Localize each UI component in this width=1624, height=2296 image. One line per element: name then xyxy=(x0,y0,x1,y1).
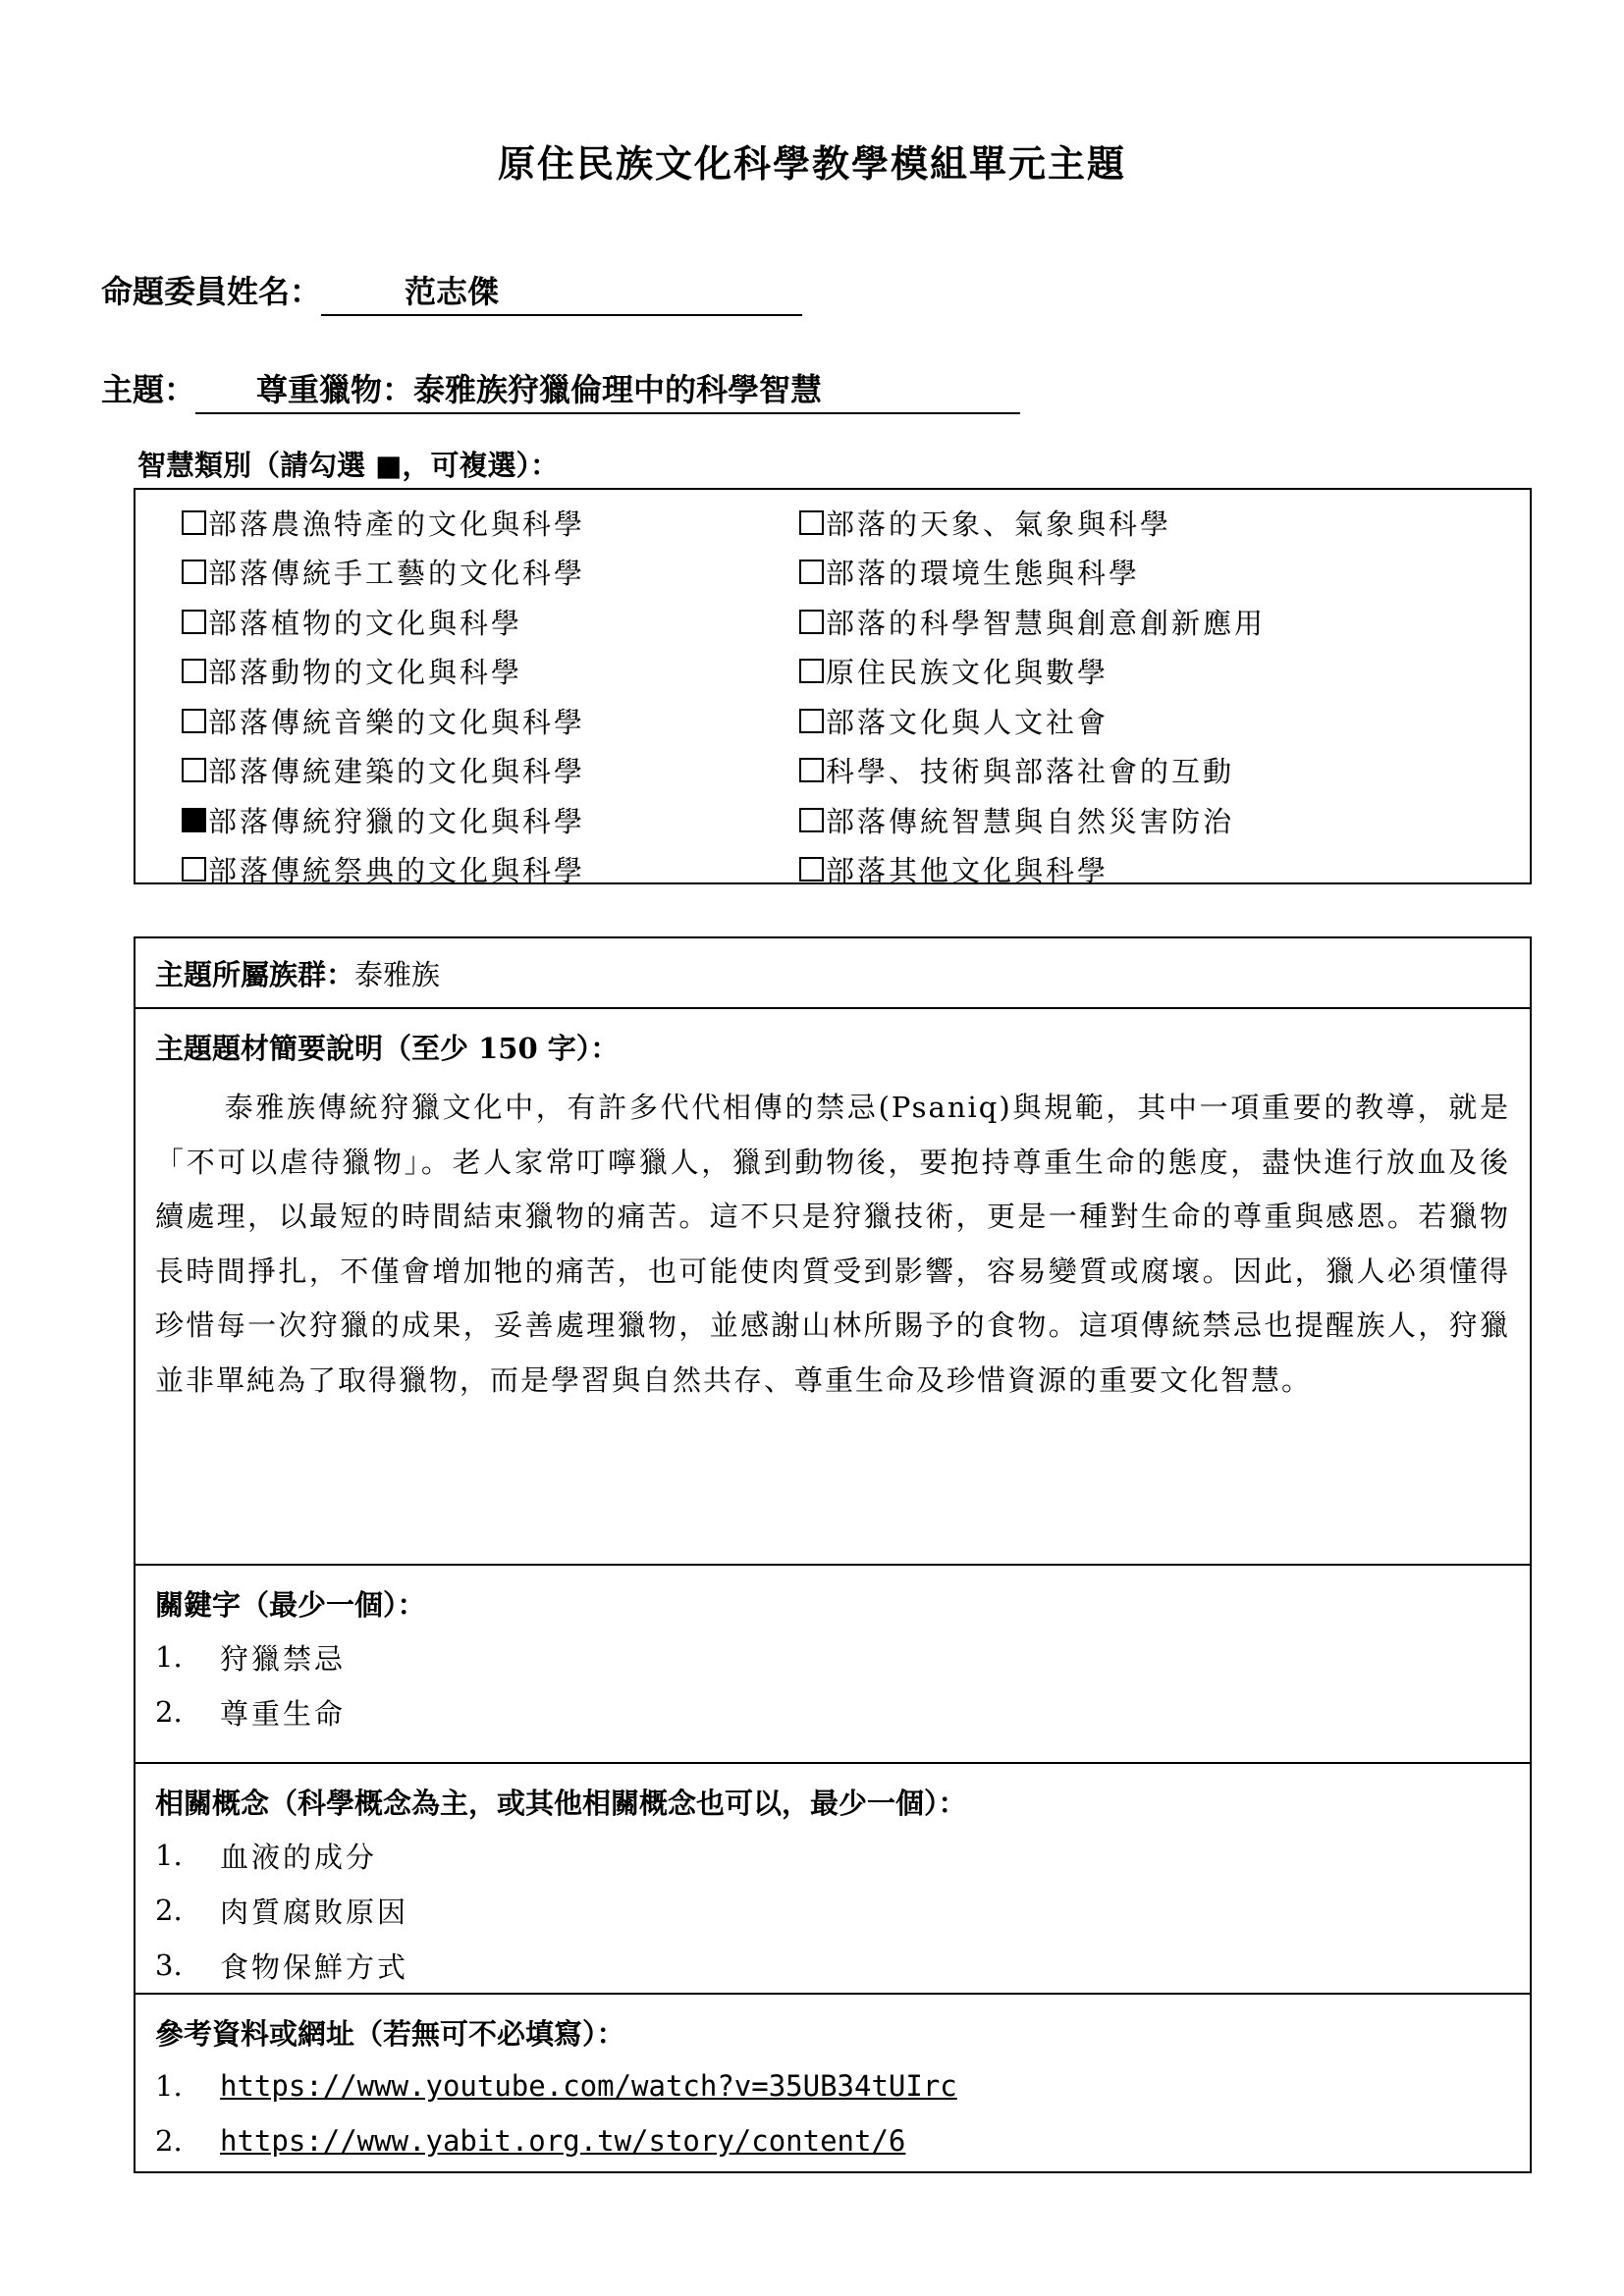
category-label: 部落文化與人文社會 xyxy=(826,705,1110,739)
category-item[interactable] xyxy=(799,795,1266,845)
category-item[interactable] xyxy=(182,746,585,796)
unchecked-checkbox[interactable] xyxy=(799,758,824,782)
category-item[interactable] xyxy=(182,548,585,598)
category-column-left xyxy=(182,498,585,894)
list-item-text: 血液的成分 xyxy=(220,1840,378,1874)
category-label: 部落植物的文化與科學 xyxy=(208,606,523,640)
category-label: 部落農漁特產的文化與科學 xyxy=(208,507,586,541)
list-item-text: 肉質腐敗原因 xyxy=(220,1895,409,1929)
committee-label: 命題委員姓名： xyxy=(101,273,322,310)
list-item xyxy=(155,1828,1510,1883)
unchecked-checkbox[interactable] xyxy=(799,610,824,634)
unchecked-checkbox[interactable] xyxy=(799,560,824,584)
references-list xyxy=(155,2058,1510,2168)
unchecked-checkbox[interactable] xyxy=(182,709,206,733)
category-item[interactable] xyxy=(182,597,585,647)
list-item xyxy=(155,1629,1510,1684)
category-column-right xyxy=(799,498,1266,894)
category-label: 部落傳統手工藝的文化科學 xyxy=(208,557,586,591)
unchecked-checkbox[interactable] xyxy=(182,510,206,535)
unchecked-checkbox[interactable] xyxy=(182,857,206,881)
category-label: 原住民族文化與數學 xyxy=(826,656,1110,690)
keywords-list xyxy=(155,1629,1510,1739)
concepts-row xyxy=(135,1763,1531,1994)
category-item[interactable] xyxy=(799,647,1266,697)
list-item-text: 狩獵禁忌 xyxy=(220,1641,347,1676)
category-label: 科學、技術與部落社會的互動 xyxy=(826,755,1235,789)
list-item xyxy=(155,1938,1510,1993)
ethnic-group-row xyxy=(135,937,1531,1008)
summary-text-block[interactable] xyxy=(155,1081,1510,1408)
page-title: 原住民族文化科學教學模組單元主題 xyxy=(497,141,1126,186)
category-label: 部落傳統建築的文化與科學 xyxy=(208,755,586,789)
category-label: 部落傳統智慧與自然災害防治 xyxy=(826,804,1235,838)
list-item xyxy=(155,2113,1510,2168)
list-item-number: 2. xyxy=(155,2124,183,2158)
keywords-label: 關鍵字（最少一個）： xyxy=(155,1588,426,1622)
category-item[interactable] xyxy=(799,548,1266,598)
category-label: 部落的天象、氣象與科學 xyxy=(826,507,1172,541)
category-item[interactable] xyxy=(799,498,1266,548)
unchecked-checkbox[interactable] xyxy=(799,659,824,683)
unchecked-checkbox[interactable] xyxy=(799,510,824,535)
wisdom-category-box xyxy=(134,488,1532,888)
keywords-row xyxy=(135,1565,1531,1763)
summary-text: 泰雅族傳統狩獵文化中，有許多代代相傳的禁忌(Psaniq)與規範，其中一項重要的教導，就是「不可以虐待獵物」。老人家常叮嚀獵人，獵到動物後，要抱持尊重生命的態度，盡快進行放血及後續處理，以最短的時間結束獵物的痛苦。這不只是狩獵技術，更是一種對生命的尊重與感恩。若獵物長時間掙扎，不僅會增加牠的痛苦，也可能使肉質受到影響，容易變質或腐壞。因此，獵人必須懂得珍惜每一次狩獵的成果，妥善處理獵物，並感謝山林所賜予的食物。這項傳統禁忌也提醒族人，狩獵並非單純為了取得獵物，而是學習與自然共存、尊重生命及珍惜資源的重要文化智慧。 xyxy=(155,1091,1510,1397)
concepts-label: 相關概念（科學概念為主，或其他相關概念也可以，最少一個）： xyxy=(155,1787,967,1820)
list-item-number: 1. xyxy=(155,1640,183,1674)
list-item-number: 2. xyxy=(155,1695,183,1729)
category-item[interactable] xyxy=(799,845,1266,895)
list-item xyxy=(155,1684,1510,1739)
unchecked-checkbox[interactable] xyxy=(799,709,824,733)
category-label: 部落動物的文化與科學 xyxy=(208,656,523,690)
category-label: 部落的科學智慧與創意創新應用 xyxy=(826,606,1267,640)
list-item-number: 2. xyxy=(155,1894,183,1927)
summary-row xyxy=(135,1008,1531,1565)
unchecked-checkbox[interactable] xyxy=(799,808,824,832)
category-item[interactable] xyxy=(182,795,585,845)
unchecked-checkbox[interactable] xyxy=(182,560,206,584)
category-item[interactable] xyxy=(799,597,1266,647)
summary-label: 主題題材簡要說明（至少 150 字）： xyxy=(155,1032,620,1065)
ethnic-group-value[interactable]: 泰雅族 xyxy=(354,957,441,991)
list-item-number: 3. xyxy=(155,1949,183,1982)
category-label: 部落傳統祭典的文化與科學 xyxy=(208,854,586,888)
concepts-list xyxy=(155,1828,1510,1993)
reference-link[interactable]: https://www.youtube.com/watch?v=35UB34tUIrc xyxy=(220,2069,957,2103)
wisdom-category-label: 智慧類別（請勾選 ■，可複選）： xyxy=(137,449,559,482)
category-item[interactable] xyxy=(182,845,585,895)
unchecked-checkbox[interactable] xyxy=(182,659,206,683)
category-label: 部落的環境生態與科學 xyxy=(826,557,1141,591)
category-item[interactable] xyxy=(799,696,1266,746)
unchecked-checkbox[interactable] xyxy=(182,758,206,782)
unchecked-checkbox[interactable] xyxy=(799,857,824,881)
theme-label: 主題： xyxy=(101,371,196,408)
list-item-number: 1. xyxy=(155,2069,183,2103)
committee-value[interactable]: 范志傑 xyxy=(321,267,802,316)
category-label: 部落傳統音樂的文化與科學 xyxy=(208,705,586,739)
theme-field xyxy=(101,365,1020,414)
references-label: 參考資料或網址（若無可不必填寫）： xyxy=(155,2017,625,2051)
list-item xyxy=(155,2058,1510,2113)
committee-field xyxy=(101,267,802,316)
theme-value[interactable]: 尊重獵物：泰雅族狩獵倫理中的科學智慧 xyxy=(195,365,1020,414)
ethnic-group-label: 主題所屬族群： xyxy=(155,957,355,991)
references-row xyxy=(135,1994,1531,2172)
category-item[interactable] xyxy=(182,647,585,697)
category-label: 部落傳統狩獵的文化與科學 xyxy=(208,804,586,838)
category-item[interactable] xyxy=(799,746,1266,796)
unchecked-checkbox[interactable] xyxy=(182,610,206,634)
theme-info-table xyxy=(134,936,1532,2173)
list-item-text: 尊重生命 xyxy=(220,1696,347,1731)
category-label: 部落其他文化與科學 xyxy=(826,854,1110,888)
category-item[interactable] xyxy=(182,498,585,548)
checked-checkbox[interactable] xyxy=(182,808,206,832)
list-item xyxy=(155,1883,1510,1938)
list-item-number: 1. xyxy=(155,1839,183,1872)
list-item-text: 食物保鮮方式 xyxy=(220,1949,409,1984)
reference-link[interactable]: https://www.yabit.org.tw/story/content/6 xyxy=(220,2124,906,2158)
category-item[interactable] xyxy=(182,696,585,746)
